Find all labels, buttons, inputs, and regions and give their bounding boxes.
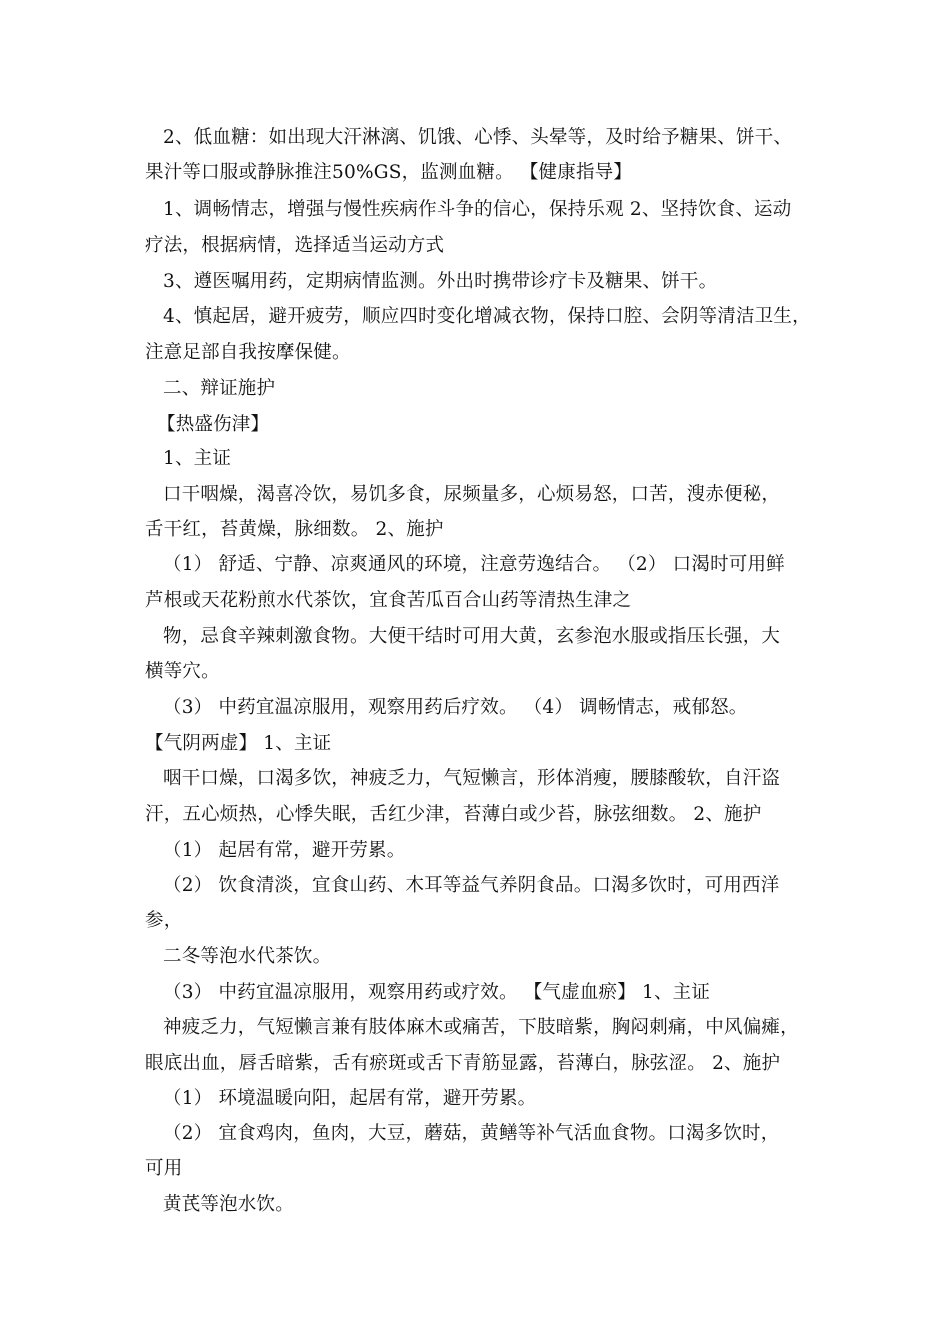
text-line: 口干咽燥，渴喜冷饮，易饥多食，尿频量多，心烦易怒，口苦，溲赤便秘，: [163, 484, 781, 505]
section-heading: 二、辩证施护: [163, 378, 276, 399]
text-line: （1） 环境温暖向阳，起居有常，避开劳累。: [163, 1088, 537, 1109]
text-line: 1、调畅情志，增强与慢性疾病作斗争的信心，保持乐观 2、坚持饮食、运动: [163, 199, 792, 220]
text-line: 舌干红，苔黄燥，脉细数。 2、施护: [145, 519, 444, 540]
text-line: 二冬等泡水代茶饮。: [163, 946, 332, 967]
text-line: 神疲乏力，气短懒言兼有肢体麻木或痛苦，下肢暗紫，胸闷刺痛，中风偏瘫，: [163, 1017, 799, 1038]
text-line: 黄芪等泡水饮。: [163, 1194, 294, 1215]
text-line: 汗，五心烦热，心悸失眠，舌红少津，苔薄白或少苔，脉弦细数。 2、施护: [145, 804, 762, 825]
text-line: （2） 宜食鸡肉，鱼肉，大豆，蘑菇，黄鳝等补气活血食物。口渴多饮时，: [163, 1123, 780, 1144]
subsection-heading: 【气阴两虚】 1、主证: [145, 733, 332, 754]
text-line: 芦根或天花粉煎水代茶饮，宜食苦瓜百合山药等清热生津之: [145, 590, 632, 611]
text-line: 1、主证: [163, 448, 232, 469]
text-line: 可用: [145, 1158, 183, 1179]
text-line: 4、慎起居，避开疲劳，顺应四时变化增减衣物，保持口腔、会阴等清洁卫生，: [163, 306, 811, 327]
text-line: 物，忌食辛辣刺激食物。大便干结时可用大黄，玄参泡水服或指压长强，大: [163, 626, 781, 647]
text-line: （2） 饮食清淡，宜食山药、木耳等益气养阴食品。口渴多饮时，可用西洋: [163, 875, 780, 896]
text-line: （1） 起居有常，避开劳累。: [163, 840, 406, 861]
subsection-heading: 【热盛伤津】: [157, 414, 270, 435]
text-line: 咽干口燥，口渴多饮，神疲乏力，气短懒言，形体消瘦，腰膝酸软，自汗盗: [163, 768, 781, 789]
text-line: 参，: [145, 910, 183, 931]
text-line: （3） 中药宜温凉服用，观察用药后疗效。 （4） 调畅情志，戒郁怒。: [163, 697, 748, 718]
text-line: （1） 舒适、宁静、凉爽通风的环境，注意劳逸结合。 （2） 口渴时可用鲜: [163, 554, 785, 575]
text-line: 眼底出血，唇舌暗紫，舌有瘀斑或舌下青筋显露，苔薄白，脉弦涩。 2、施护: [145, 1053, 781, 1074]
text-line: （3） 中药宜温凉服用，观察用药或疗效。 【气虚血瘀】 1、主证: [163, 982, 711, 1003]
text-line: 2、低血糖：如出现大汗淋漓、饥饿、心悸、头晕等，及时给予糖果、饼干、: [163, 127, 793, 148]
text-line: 注意足部自我按摩保健。: [145, 342, 351, 363]
text-line: 果汁等口服或静脉推注50%GS，监测血糖。 【健康指导】: [145, 162, 633, 183]
text-line: 3、遵医嘱用药，定期病情监测。外出时携带诊疗卡及糖果、饼干。: [163, 271, 718, 292]
text-line: 横等穴。: [145, 661, 220, 682]
text-line: 疗法，根据病情，选择适当运动方式: [145, 235, 445, 256]
